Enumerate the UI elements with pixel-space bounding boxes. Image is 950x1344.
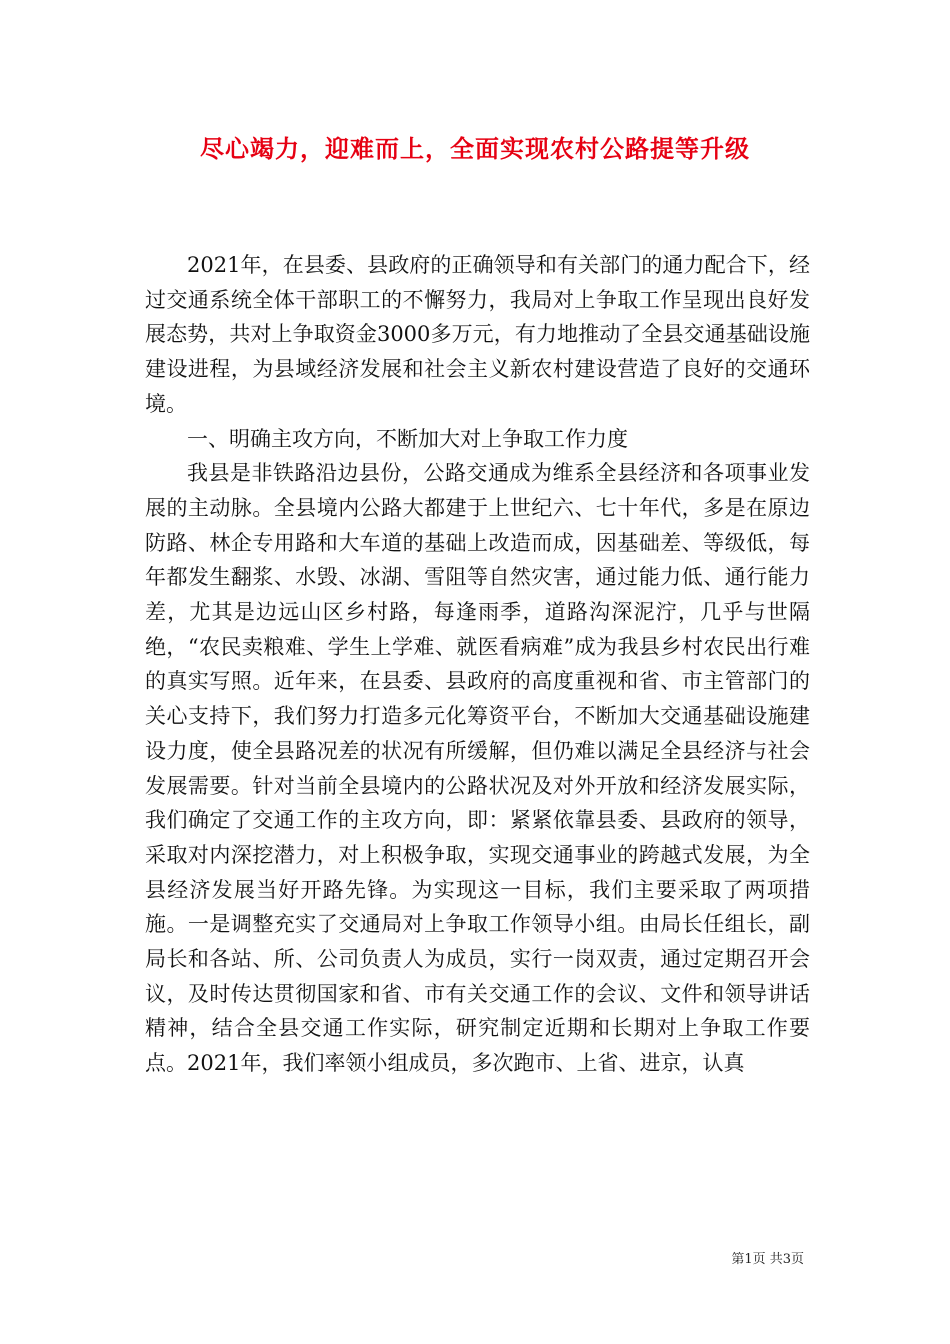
page-number-footer: 第1页 共3页	[731, 1252, 804, 1267]
paragraph-intro: 2021年，在县委、县政府的正确领导和有关部门的通力配合下，经过交通系统全体干部职工的不懈努力，我局对上争取工作呈现出良好发展态势，共对上争取资金3000多万元，有力地推动了全县交通基础设施建设进程，为县域经济发展和社会主义新农村建设营造了良好的交通环境。	[145, 253, 810, 416]
document-title: 尽心竭力，迎难而上，全面实现农村公路提等升级	[200, 134, 750, 163]
document-body	[145, 248, 810, 1081]
section-heading-1: 一、明确主攻方向，不断加大对上争取工作力度	[187, 426, 628, 451]
paragraph-section-1: 我县是非铁路沿边县份，公路交通成为维系全县经济和各项事业发展的主动脉。全县境内公路大都建于上世纪六、七十年代，多是在原边防路、林企专用路和大车道的基础上改造而成，因基础差、等级低，每年都发生翻浆、水毁、冰湖、雪阻等自然灾害，通过能力低、通行能力差，尤其是边远山区乡村路，每逢雨季，道路沟深泥泞，几乎与世隔绝，“农民卖粮难、学生上学难、就医看病难”成为我县乡村农民出行难的真实写照。近年来，在县委、县政府的高度重视和省、市主管部门的关心支持下，我们努力打造多元化筹资平台，不断加大交通基础设施建设力度，使全县路况差的状况有所缓解，但仍难以满足全县经济与社会发展需要。针对当前全县境内的公路状况及对外开放和经济发展实际，我们确定了交通工作的主攻方向，即：紧紧依靠县委、县政府的领导，采取对内深挖潜力，对上积极争取，实现交通事业的跨越式发展，为全县经济发展当好开路先锋。为实现这一目标，我们主要采取了两项措施。一是调整充实了交通局对上争取工作领导小组。由局长任组长，副局长和各站、所、公司负责人为成员，实行一岗双责，通过定期召开会议，及时传达贯彻国家和省、市有关交通工作的会议、文件和领导讲话精神，结合全县交通工作实际，研究制定近期和长期对上争取工作要点。2021年，我们率领小组成员，多次跑市、上省、进京，认真	[145, 461, 810, 1076]
